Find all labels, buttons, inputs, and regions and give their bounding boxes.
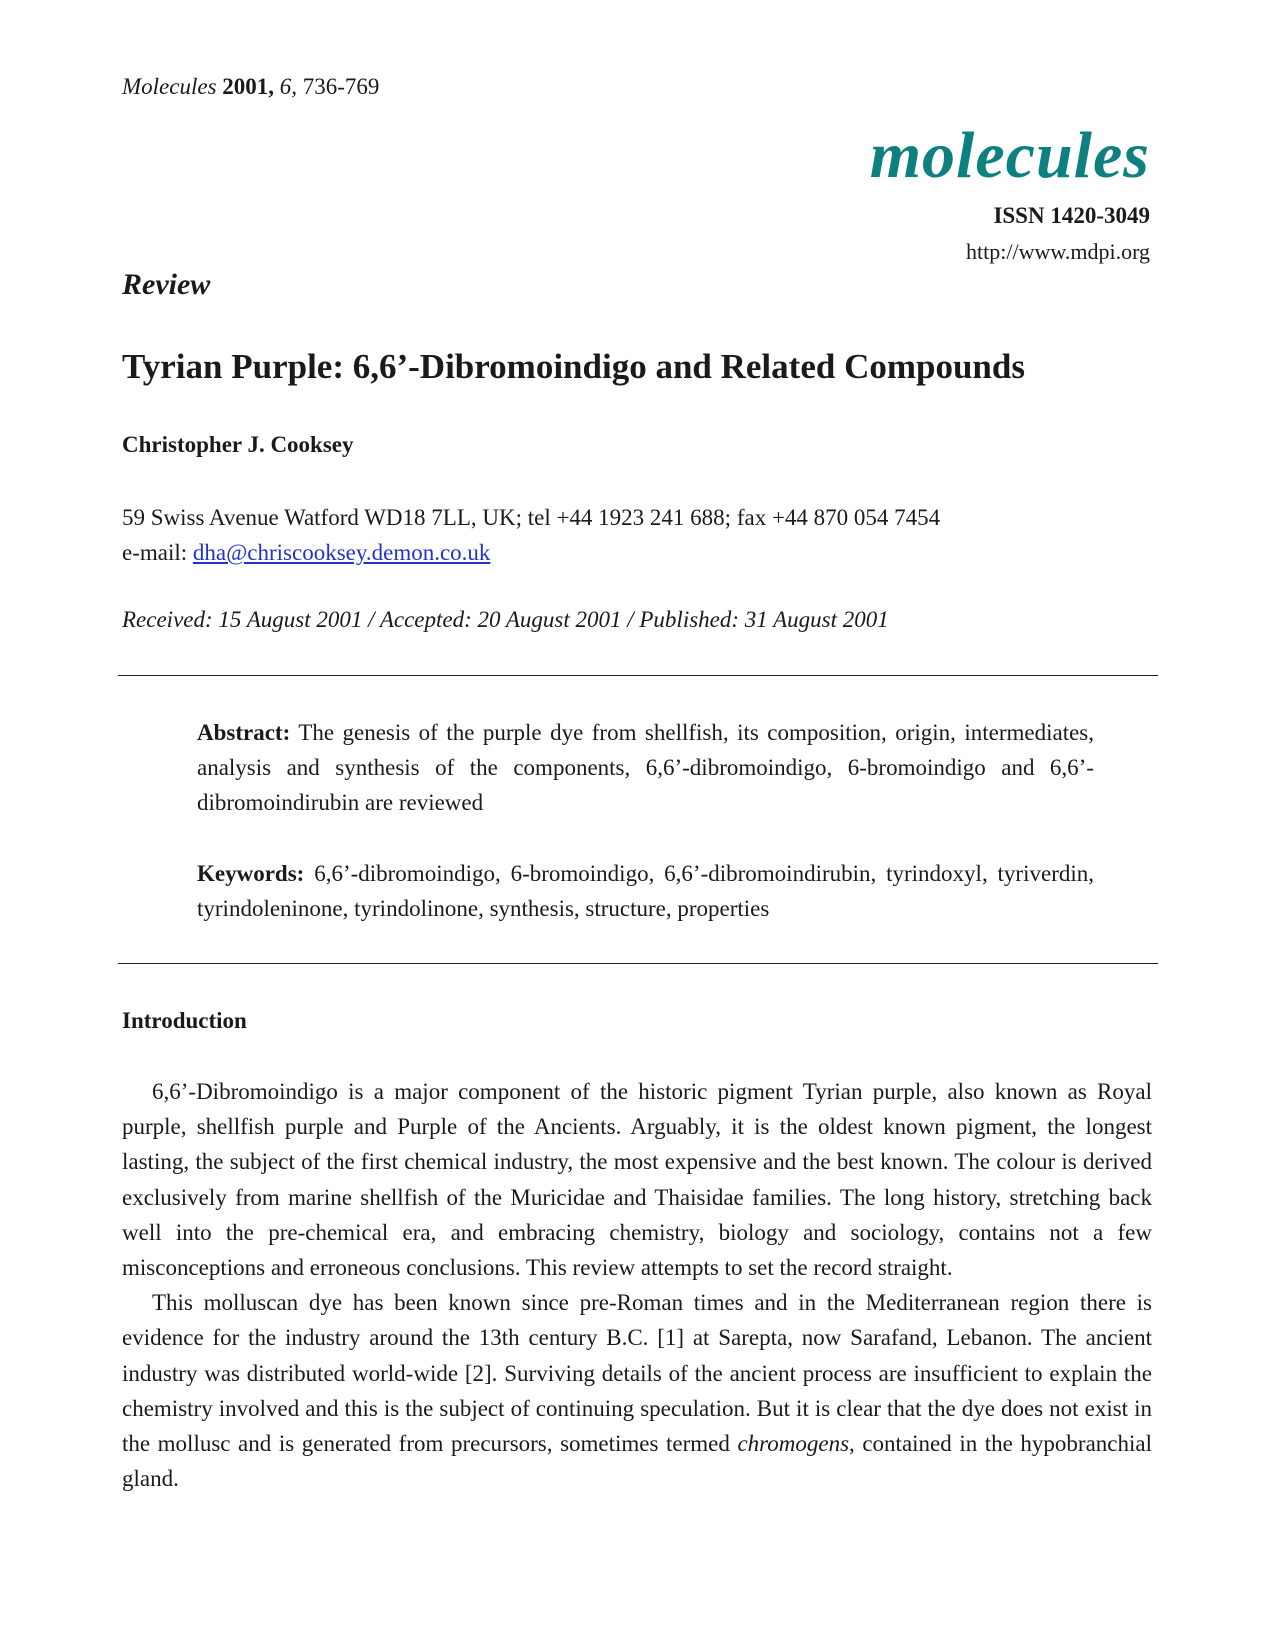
journal-url: http://www.mdpi.org xyxy=(966,239,1150,264)
divider-top xyxy=(118,675,1158,676)
paragraph-1: 6,6’-Dibromoindigo is a major component of the historic pigment Tyrian purple, also known as Royal purple, shellfish purple and Purple of the Ancients. Arguably, it is the oldest known pigment, the longest lasting, the subject of the first chemical industry, the most expensive and the best known. The colour is derived exclusively from marine shellfish of the Muricidae and Thaisidae families. The long history, stretching back well into the pre-chemical era, and embracing chemistry, biology and sociology, contains not a few misconceptions and erroneous conclusions. This review attempts to set the record straight. xyxy=(122,1079,1152,1281)
article-title: Tyrian Purple: 6,6’-Dibromoindigo and Related Compounds xyxy=(122,347,1025,386)
journal-volume: 6, xyxy=(279,74,298,99)
journal-year: 2001, xyxy=(222,74,275,99)
abstract-text: The genesis of the purple dye from shellfish, its composition, origin, intermediates, analysis and synthesis of the components, 6,6’-dibromoindigo, 6-bromoindigo and 6,6’-dibromoindirubin are reviewed xyxy=(197,720,1094,815)
email-link[interactable]: dha@chriscooksey.demon.co.uk xyxy=(192,540,491,565)
paragraph-2-end: , contained in the hypobranchial gland. xyxy=(122,1431,1153,1492)
section-heading-introduction: Introduction xyxy=(122,1008,247,1033)
paragraph-2 xyxy=(122,1285,1152,1496)
keywords xyxy=(197,856,1094,926)
introduction-body xyxy=(122,1074,1152,1496)
author-affiliation xyxy=(122,500,1162,570)
keywords-text: 6,6’-dibromoindigo, 6-bromoindigo, 6,6’-dibromoindirubin, tyrindoxyl, tyriverdin, tyrindoleninone, tyrindolinone, synthesis, structure, properties xyxy=(197,861,1094,921)
paragraph-2-italic: chromogens xyxy=(737,1431,850,1457)
author-address: 59 Swiss Avenue Watford WD18 7LL, UK; tel +44 1923 241 688; fax +44 870 054 7454 xyxy=(122,505,941,530)
author-name: Christopher J. Cooksey xyxy=(122,432,354,457)
issn: ISSN 1420-3049 xyxy=(993,203,1150,228)
email-label: e-mail: xyxy=(122,540,188,565)
journal-name: Molecules xyxy=(122,74,217,99)
journal-logo: molecules xyxy=(869,119,1150,192)
article-type: Review xyxy=(122,268,211,301)
abstract-label: Abstract: xyxy=(197,720,291,745)
author-email-line xyxy=(122,535,1162,570)
journal-pages: 736-769 xyxy=(302,74,380,99)
publication-dates: Received: 15 August 2001 / Accepted: 20 August 2001 / Published: 31 August 2001 xyxy=(122,607,889,632)
journal-reference xyxy=(122,72,379,102)
keywords-label: Keywords: xyxy=(197,861,305,886)
paragraph-2-main: This molluscan dye has been known since pre-Roman times and in the Mediterranean region there is evidence for the industry around the 13th century B.C. [1] at Sarepta, now Sarafand, Lebanon. The ancient industry was distributed world-wide [2]. Surviving details of the ancient process are insufficient to explain the chemistry involved and this is the subject of continuing speculation. But it is clear that the dye does not exist in the mollusc and is generated from precursors, sometimes termed xyxy=(122,1290,1152,1457)
divider-bottom xyxy=(118,963,1158,964)
abstract xyxy=(197,715,1094,820)
